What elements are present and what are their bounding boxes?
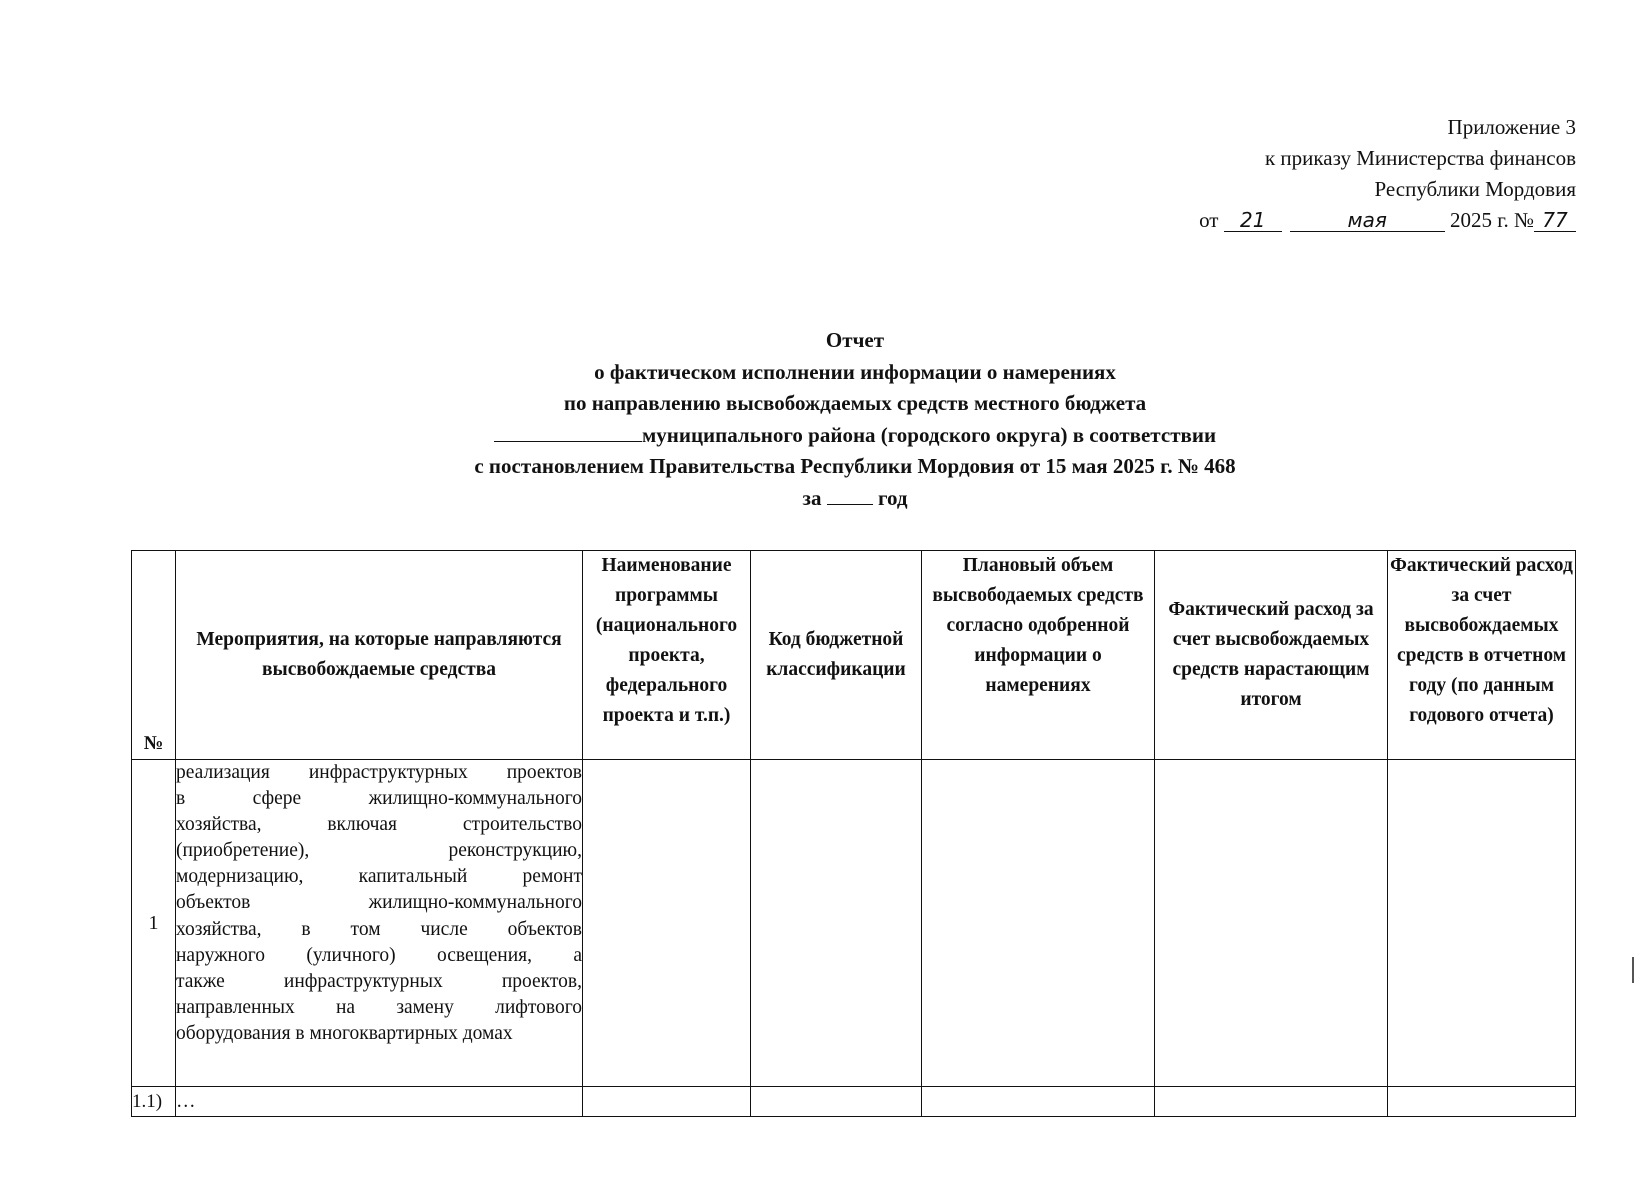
report-subtitle-1: о фактическом исполнении информации о намерениях	[594, 359, 1116, 384]
measure-line: наружного (уличного) освещения, а	[176, 944, 582, 966]
order-year: 2025 г. №	[1449, 208, 1534, 232]
report-subtitle-2: по направлению высвобождаемых средств местного бюджета	[563, 391, 1147, 415]
header-program: Наименование программы (национального проекта, федерального проекта и т.п.)	[583, 551, 751, 760]
year-suffix: год	[877, 485, 908, 510]
measure-line: оборудования в многоквартирных домах	[176, 1022, 513, 1044]
header-planned-volume: Плановый объем высвободаемых средств согласно одобренной информации о намерениях	[922, 551, 1155, 760]
row-program-cell[interactable]	[583, 760, 751, 1087]
measure-line: реализация инфраструктурных проектов	[176, 762, 582, 783]
header-budget-code: Код бюджетной классификации	[751, 551, 922, 760]
table-row	[132, 1087, 1576, 1117]
appendix-order-date	[1199, 205, 1576, 236]
row-number: 1.1)	[132, 1087, 176, 1117]
report-subtitle-3	[0, 420, 1647, 452]
header-measures: Мероприятия, на которые направляются высвобождаемые средства	[176, 551, 583, 760]
row-year-cell[interactable]	[1388, 760, 1576, 1087]
report-table	[131, 550, 1576, 1117]
row-cumulative-cell[interactable]	[1155, 760, 1388, 1087]
header-num: №	[132, 551, 176, 760]
report-subtitle-4: с постановлением Правительства Республики Мордовия от 15 мая 2025 г. № 468	[474, 454, 1236, 478]
measure-line: в сфере жилищно-коммунального	[176, 788, 582, 810]
row-code-cell[interactable]	[751, 760, 922, 1087]
order-number-handwritten: 77	[1534, 209, 1576, 232]
appendix-ministry: Республики Мордовия	[1374, 177, 1576, 201]
municipality-blank	[494, 423, 642, 442]
row-program-cell[interactable]	[583, 1087, 751, 1117]
order-month-handwritten: мая	[1290, 209, 1445, 232]
report-title: Отчет	[825, 328, 885, 352]
year-prefix: за	[802, 485, 822, 510]
table-row	[132, 760, 1576, 1087]
measure-line: также инфраструктурных проектов,	[176, 970, 582, 992]
report-year-line	[0, 483, 1647, 515]
row-measure-text	[176, 760, 583, 1087]
appendix-number: Приложение 3	[1447, 115, 1576, 139]
measure-line: (приобретение), реконструкцию,	[176, 840, 582, 862]
year-blank	[827, 486, 873, 505]
report-subtitle-3-text: муниципального района (городского округа) в соответствии	[641, 422, 1217, 447]
measure-line: модернизацию, капитальный ремонт	[176, 866, 582, 888]
scan-artifact	[1632, 957, 1634, 983]
measure-line: направленных на замену лифтового	[176, 996, 582, 1018]
header-actual-year: Фактический расход за счет высвобождаемых средств в отчетном году (по данным годового отчета)	[1388, 551, 1576, 760]
header-actual-cumulative: Фактический расход за счет высвобождаемых средств нарастающим итогом	[1155, 551, 1388, 760]
row-year-cell[interactable]	[1388, 1087, 1576, 1117]
measure-line: хозяйства, в том числе объектов	[176, 918, 582, 940]
row-cumulative-cell[interactable]	[1155, 1087, 1388, 1117]
order-prefix: от	[1199, 208, 1219, 232]
table-header-row	[132, 551, 1576, 760]
report-heading	[0, 325, 1647, 514]
row-planned-cell[interactable]	[922, 1087, 1155, 1117]
appendix-block	[1199, 112, 1576, 236]
order-day-handwritten: 21	[1224, 209, 1282, 232]
row-measure-text: …	[176, 1087, 583, 1117]
row-number: 1	[132, 760, 176, 1087]
row-code-cell[interactable]	[751, 1087, 922, 1117]
measure-line: хозяйства, включая строительство	[176, 814, 582, 836]
row-planned-cell[interactable]	[922, 760, 1155, 1087]
measure-line: объектов жилищно-коммунального	[176, 892, 582, 914]
appendix-order-ref: к приказу Министерства финансов	[1264, 146, 1576, 170]
